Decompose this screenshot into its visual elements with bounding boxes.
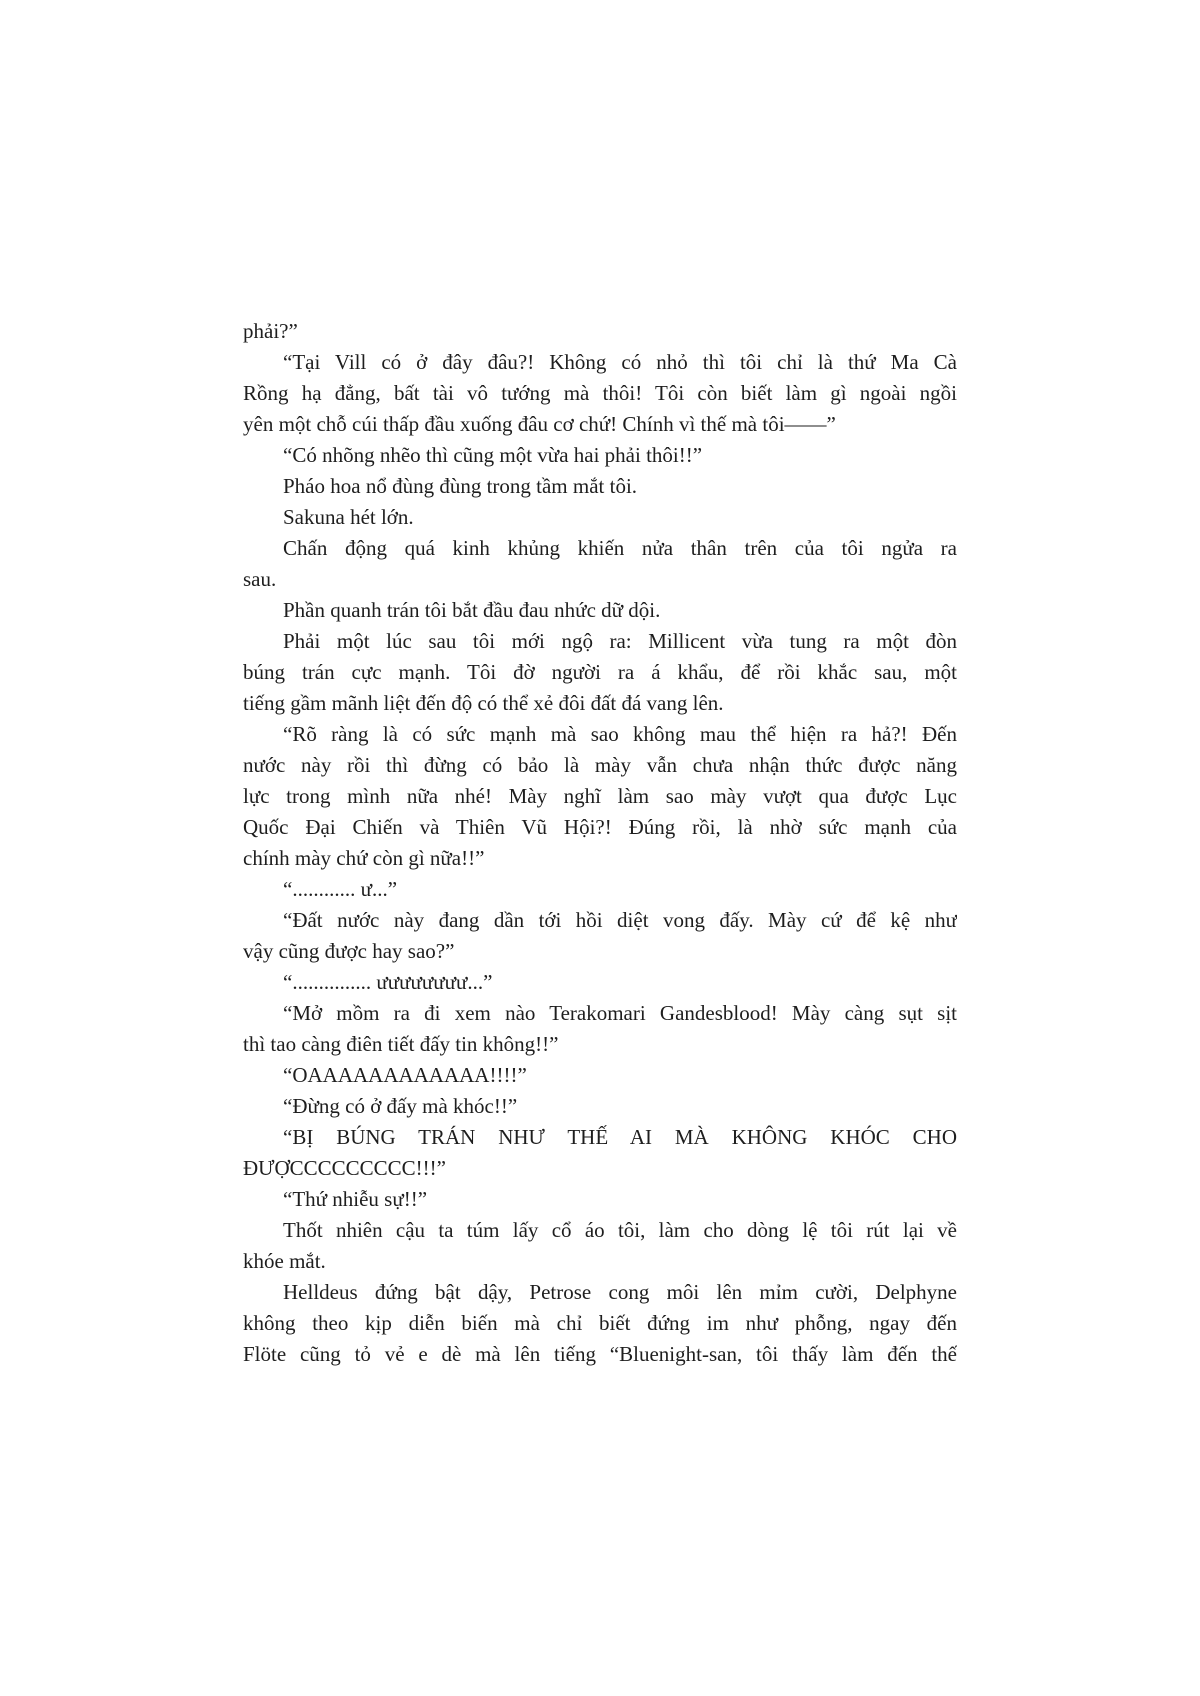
paragraph: [243, 1277, 957, 1370]
text-line: Chấn động quá kinh khủng khiến nửa thân trên của tôi ngửa ra: [283, 536, 957, 560]
text-line: “Thứ nhiễu sự!!”: [283, 1187, 428, 1211]
text-line: thì tao càng điên tiết đấy tin không!!”: [243, 1032, 559, 1056]
text-line: “Mở mồm ra đi xem nào Terakomari Gandesblood! Mày càng sụt sịt: [283, 1001, 957, 1025]
text-line: “Đừng có ở đấy mà khóc!!”: [283, 1094, 518, 1118]
text-line: Thốt nhiên cậu ta túm lấy cổ áo tôi, làm cho dòng lệ tôi rút lại về: [283, 1218, 957, 1242]
text-line: Rồng hạ đẳng, bất tài vô tướng mà thôi! Tôi còn biết làm gì ngoài ngồi: [243, 381, 957, 405]
text-line: “OAAAAAAAAAAAA!!!!”: [283, 1063, 527, 1087]
text-line: “Rõ ràng là có sức mạnh mà sao không mau thể hiện ra hả?! Đến: [283, 722, 957, 746]
paragraph: [243, 471, 957, 502]
text-line: yên một chỗ cúi thấp đầu xuống đâu cơ chứ! Chính vì thế mà tôi——”: [243, 412, 836, 436]
paragraph: [243, 967, 957, 998]
paragraph: [243, 440, 957, 471]
paragraph: [243, 533, 957, 595]
paragraph: [243, 874, 957, 905]
paragraph: [243, 998, 957, 1060]
paragraph: [243, 347, 957, 440]
paragraph: [243, 1060, 957, 1091]
text-line: Flöte cũng tỏ vẻ e dè mà lên tiếng “Bluenight-san, tôi thấy làm đến thế: [243, 1342, 957, 1366]
paragraph: [243, 626, 957, 719]
text-line: Quốc Đại Chiến và Thiên Vũ Hội?! Đúng rồi, là nhờ sức mạnh của: [243, 815, 957, 839]
text-line: “Có nhõng nhẽo thì cũng một vừa hai phải thôi!!”: [283, 443, 703, 467]
paragraph: [243, 905, 957, 967]
text-line: Pháo hoa nổ đùng đùng trong tầm mắt tôi.: [283, 474, 638, 498]
text-line: không theo kịp diễn biến mà chỉ biết đứng im như phỗng, ngay đến: [243, 1311, 957, 1335]
text-line: vậy cũng được hay sao?”: [243, 939, 455, 963]
text-line: nước này rồi thì đừng có bảo là mày vẫn chưa nhận thức được năng: [243, 753, 957, 777]
paragraph: [243, 1122, 957, 1184]
page-text-block: [243, 316, 957, 1370]
paragraph: [243, 1091, 957, 1122]
text-line: “BỊ BÚNG TRÁN NHƯ THẾ AI MÀ KHÔNG KHÓC CHO: [283, 1125, 957, 1149]
text-line: khóe mắt.: [243, 1249, 326, 1273]
paragraph: [243, 1215, 957, 1277]
text-line: “Tại Vill có ở đây đâu?! Không có nhỏ thì tôi chỉ là thứ Ma Cà: [283, 350, 957, 374]
text-line: phải?”: [243, 319, 298, 343]
text-line: Helldeus đứng bật dậy, Petrose cong môi lên mỉm cười, Delphyne: [283, 1280, 957, 1304]
text-line: “............... ưưưưưưưư...”: [283, 970, 493, 994]
text-line: chính mày chứ còn gì nữa!!”: [243, 846, 485, 870]
text-line: Sakuna hét lớn.: [283, 505, 414, 529]
paragraph: [243, 502, 957, 533]
paragraph: [243, 595, 957, 626]
text-line: tiếng gầm mãnh liệt đến độ có thể xẻ đôi đất đá vang lên.: [243, 691, 724, 715]
text-line: Phần quanh trán tôi bắt đầu đau nhức dữ dội.: [283, 598, 661, 622]
text-line: búng trán cực mạnh. Tôi đờ người ra á khẩu, để rồi khắc sau, một: [243, 660, 957, 684]
text-line: sau.: [243, 567, 277, 591]
text-line: lực trong mình nữa nhé! Mày nghĩ làm sao mày vượt qua được Lục: [243, 784, 957, 808]
paragraph: [243, 316, 957, 347]
text-line: ĐƯỢCCCCCCCCC!!!”: [243, 1156, 446, 1180]
text-line: Phải một lúc sau tôi mới ngộ ra: Millicent vừa tung ra một đòn: [283, 629, 957, 653]
text-line: “Đất nước này đang dần tới hồi diệt vong đấy. Mày cứ để kệ như: [283, 908, 957, 932]
paragraph: [243, 719, 957, 874]
text-line: “............ ư...”: [283, 877, 398, 901]
paragraph: [243, 1184, 957, 1215]
